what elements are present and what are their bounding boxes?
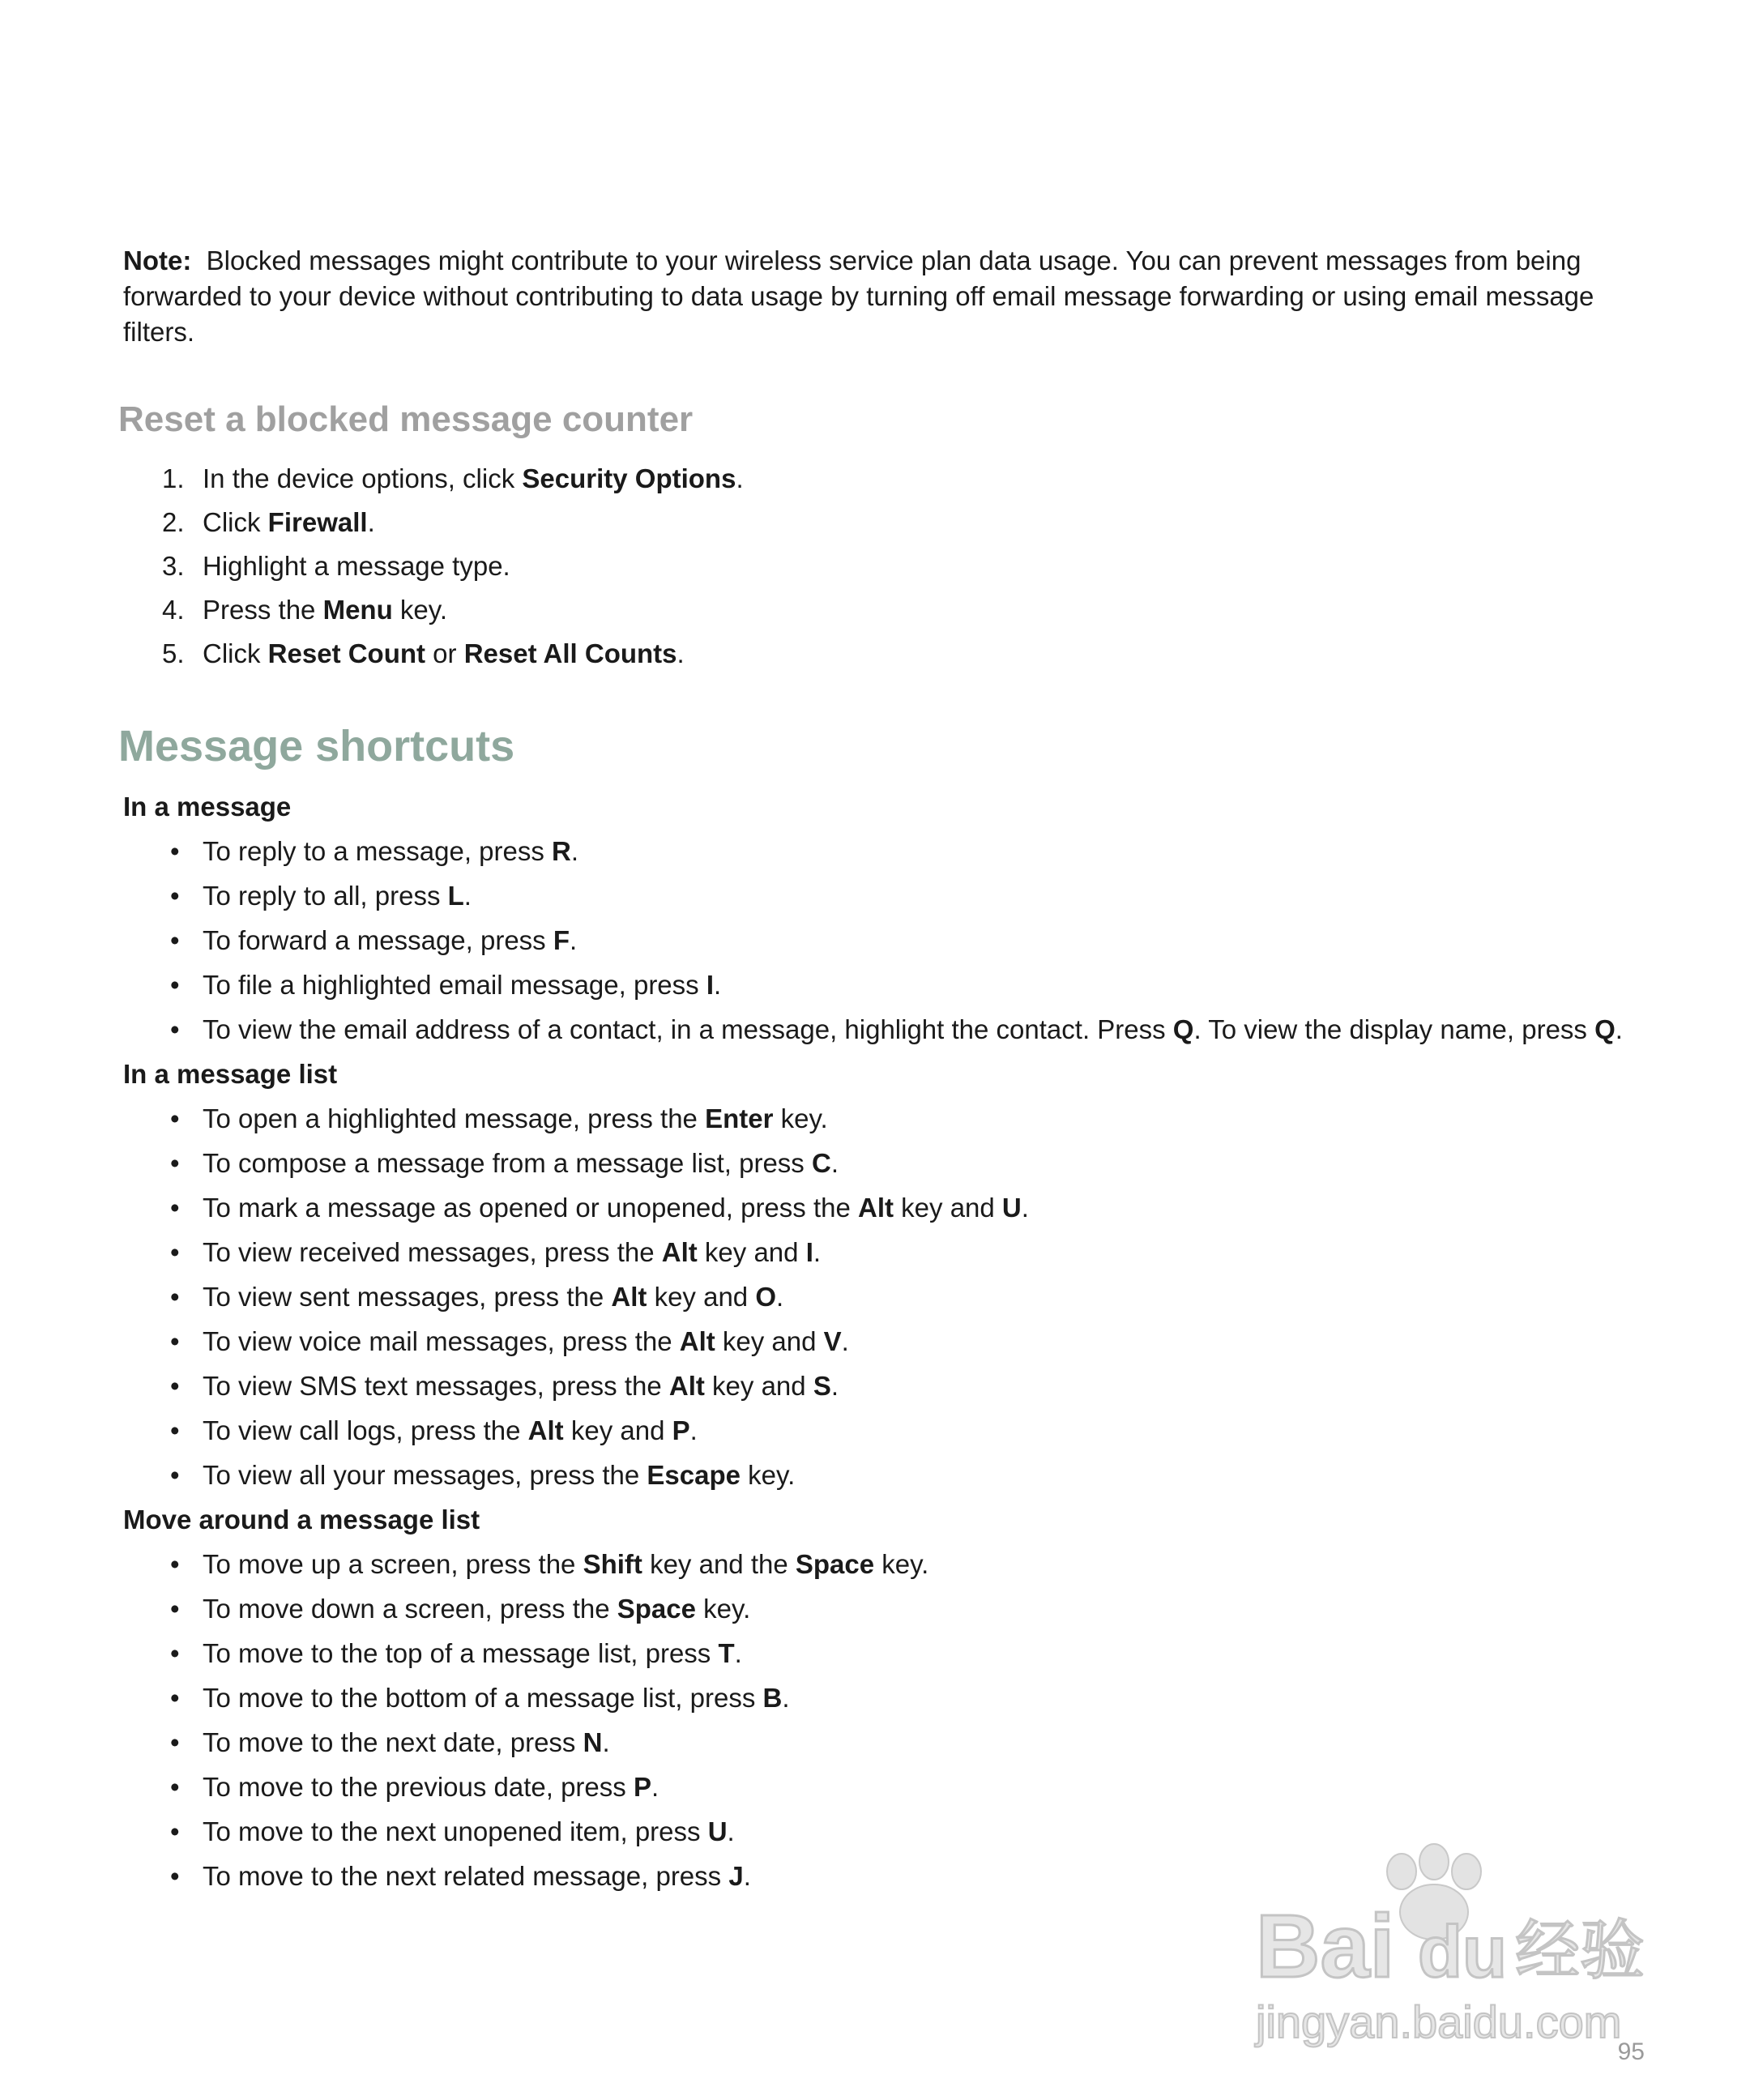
text-segment: .: [602, 1727, 610, 1757]
text-segment: .: [570, 925, 578, 955]
shortcut-list: [123, 829, 1654, 1052]
key-name: Alt: [527, 1415, 564, 1445]
text-segment: .: [830, 1371, 839, 1401]
text-segment: Highlight a message type.: [203, 551, 510, 581]
key-name: Alt: [858, 1193, 894, 1223]
key-name: N: [583, 1727, 603, 1757]
text-segment: .: [782, 1683, 790, 1713]
bullet-icon: •: [170, 1148, 180, 1178]
shortcut-item: [123, 1408, 1654, 1453]
step-number: 1.: [162, 463, 185, 493]
text-segment: To move to the next unopened item, press: [203, 1816, 708, 1846]
shortcut-item: [123, 1319, 1654, 1364]
shortcut-groups: [123, 784, 1654, 1898]
text-segment: .: [463, 881, 472, 911]
text-segment: .: [677, 638, 685, 668]
key-name: Q: [1172, 1014, 1194, 1044]
key-name: I: [805, 1237, 813, 1267]
key-name: Space: [795, 1549, 875, 1579]
text-segment: To move to the previous date, press: [203, 1772, 634, 1802]
text-segment: To file a highlighted email message, press: [203, 970, 706, 1000]
text-segment: To compose a message from a message list, press: [203, 1148, 812, 1178]
key-name: Enter: [705, 1103, 774, 1133]
watermark-url: jingyan.baidu.com: [1256, 1996, 1622, 2047]
text-segment: To reply to all, press: [203, 881, 448, 911]
text-segment: .: [743, 1861, 751, 1891]
shortcut-item: [123, 1631, 1654, 1675]
shortcut-item: [123, 962, 1654, 1007]
bullet-icon: •: [170, 881, 180, 911]
shortcut-item: [123, 1230, 1654, 1274]
text-segment: .: [813, 1237, 822, 1267]
bullet-icon: •: [170, 970, 180, 1000]
step-number: 5.: [162, 638, 185, 668]
bullet-icon: •: [170, 1638, 180, 1668]
text-segment: key and: [647, 1282, 756, 1312]
bullet-icon: •: [170, 1816, 180, 1846]
key-name: P: [672, 1415, 690, 1445]
svg-text:经验: 经验: [1515, 1913, 1645, 1988]
bullet-icon: •: [170, 1193, 180, 1223]
key-name: Firewall: [267, 507, 368, 537]
bullet-icon: •: [170, 1371, 180, 1401]
text-segment: To reply to a message, press: [203, 836, 553, 866]
bullet-icon: •: [170, 836, 180, 866]
key-name: Reset Count: [267, 638, 426, 668]
text-segment: To view SMS text messages, press the: [203, 1371, 669, 1401]
text-segment: .: [1615, 1014, 1623, 1044]
text-segment: key.: [874, 1549, 929, 1579]
step-item: [123, 457, 1654, 501]
text-segment: In the device options, click: [203, 463, 523, 493]
bullet-icon: •: [170, 1594, 180, 1624]
text-segment: .: [841, 1326, 849, 1356]
text-segment: key.: [741, 1460, 796, 1490]
key-name: Alt: [668, 1371, 705, 1401]
bullet-icon: •: [170, 1549, 180, 1579]
text-segment: To view the email address of a contact, in a message, highlight the contact. Press: [203, 1014, 1173, 1044]
key-name: P: [633, 1772, 651, 1802]
step-item: [123, 588, 1654, 632]
key-name: J: [728, 1861, 744, 1891]
key-name: U: [707, 1816, 728, 1846]
text-segment: .: [830, 1148, 839, 1178]
svg-text:du: du: [1418, 1912, 1507, 1993]
bullet-icon: •: [170, 1103, 180, 1133]
text-segment: To move up a screen, press the: [203, 1549, 583, 1579]
shortcut-item: [123, 1007, 1654, 1052]
bullet-icon: •: [170, 1014, 180, 1044]
shortcut-item: [123, 873, 1654, 918]
key-name: C: [811, 1148, 831, 1178]
shortcut-item: [123, 1274, 1654, 1319]
key-name: U: [1001, 1193, 1022, 1223]
key-name: O: [755, 1282, 776, 1312]
text-segment: .: [570, 836, 579, 866]
shortcut-item: [123, 1453, 1654, 1497]
shortcut-item: [123, 1586, 1654, 1631]
document-page: [118, 243, 1654, 1898]
key-name: L: [447, 881, 464, 911]
bullet-icon: •: [170, 1415, 180, 1445]
text-segment: key and: [704, 1371, 813, 1401]
text-segment: . To view the display name, press: [1193, 1014, 1595, 1044]
text-segment: .: [734, 1638, 742, 1668]
key-name: I: [706, 970, 714, 1000]
key-name: Shift: [583, 1549, 642, 1579]
text-segment: .: [776, 1282, 784, 1312]
key-name: T: [718, 1638, 735, 1668]
bullet-icon: •: [170, 1460, 180, 1490]
text-segment: .: [651, 1772, 659, 1802]
text-segment: To open a highlighted message, press the: [203, 1103, 706, 1133]
key-name: Menu: [322, 595, 393, 625]
text-segment: .: [689, 1415, 698, 1445]
text-segment: key and the: [642, 1549, 796, 1579]
text-segment: .: [367, 507, 375, 537]
shortcut-group-heading: Move around a message list: [123, 1505, 480, 1534]
bullet-icon: •: [170, 1326, 180, 1356]
note-paragraph: [123, 243, 1654, 350]
text-segment: To view voice mail messages, press the: [203, 1326, 680, 1356]
text-segment: Click: [203, 638, 268, 668]
text-segment: key.: [773, 1103, 828, 1133]
text-segment: key.: [696, 1594, 751, 1624]
text-segment: To move down a screen, press the: [203, 1594, 617, 1624]
shortcut-item: [123, 829, 1654, 873]
key-name: Security Options: [522, 463, 736, 493]
page-number: 95: [1617, 2038, 1645, 2065]
key-name: Reset All Counts: [463, 638, 677, 668]
text-segment: To move to the top of a message list, press: [203, 1638, 719, 1668]
bullet-icon: •: [170, 1861, 180, 1891]
bullet-icon: •: [170, 1772, 180, 1802]
text-segment: key and: [894, 1193, 1002, 1223]
shortcut-item: [123, 1185, 1654, 1230]
text-segment: key and: [697, 1237, 806, 1267]
shortcut-item: [123, 1720, 1654, 1765]
bullet-icon: •: [170, 1683, 180, 1713]
key-name: R: [552, 836, 571, 866]
step-item: [123, 544, 1654, 588]
text-segment: key and: [563, 1415, 672, 1445]
key-name: B: [762, 1683, 783, 1713]
shortcut-item: [123, 1765, 1654, 1809]
text-segment: To move to the bottom of a message list, press: [203, 1683, 763, 1713]
shortcut-item: [123, 1542, 1654, 1586]
shortcut-item: [123, 1096, 1654, 1141]
shortcut-item: [123, 918, 1654, 962]
text-segment: To view received messages, press the: [203, 1237, 662, 1267]
bullet-icon: •: [170, 925, 180, 955]
key-name: Escape: [647, 1460, 741, 1490]
text-segment: .: [727, 1816, 735, 1846]
bullet-icon: •: [170, 1282, 180, 1312]
text-segment: .: [714, 970, 722, 1000]
key-name: Alt: [661, 1237, 698, 1267]
shortcut-item: [123, 1141, 1654, 1185]
step-number: 3.: [162, 551, 185, 581]
shortcut-item: [123, 1675, 1654, 1720]
text-segment: Press the: [203, 595, 323, 625]
text-segment: key.: [392, 595, 447, 625]
reset-steps-list: [123, 457, 1654, 676]
key-name: V: [823, 1326, 842, 1356]
bullet-icon: •: [170, 1727, 180, 1757]
step-number: 4.: [162, 595, 185, 625]
note-label: Note:: [123, 245, 192, 275]
key-name: Alt: [611, 1282, 647, 1312]
shortcut-group-heading: In a message list: [123, 1059, 338, 1089]
text-segment: To move to the next related message, press: [203, 1861, 729, 1891]
text-segment: To view all your messages, press the: [203, 1460, 647, 1490]
key-name: S: [813, 1371, 831, 1401]
step-number: 2.: [162, 507, 185, 537]
svg-text:Bai: Bai: [1256, 1897, 1395, 1996]
bullet-icon: •: [170, 1237, 180, 1267]
reset-counter-heading: Reset a blocked message counter: [118, 399, 694, 439]
shortcut-group-heading: In a message: [123, 792, 292, 822]
note-text: Blocked messages might contribute to your wireless service plan data usage. You can prevent messages from being forwarded to your device without contributing to data usage by turning off email message forwarding or using email message filters.: [123, 245, 1594, 347]
step-item: [123, 632, 1654, 676]
text-segment: To view call logs, press the: [203, 1415, 528, 1445]
step-item: [123, 501, 1654, 544]
key-name: Q: [1594, 1014, 1616, 1044]
text-segment: or: [425, 638, 464, 668]
text-segment: To mark a message as opened or unopened, press the: [203, 1193, 858, 1223]
text-segment: To forward a message, press: [203, 925, 553, 955]
message-shortcuts-heading: Message shortcuts: [118, 722, 515, 770]
baidu-watermark: [1248, 1839, 1669, 2050]
shortcut-item: [123, 1364, 1654, 1408]
key-name: Alt: [679, 1326, 715, 1356]
text-segment: .: [736, 463, 744, 493]
text-segment: To view sent messages, press the: [203, 1282, 612, 1312]
text-segment: .: [1021, 1193, 1029, 1223]
shortcut-list: [123, 1096, 1654, 1497]
text-segment: To move to the next date, press: [203, 1727, 583, 1757]
key-name: Space: [617, 1594, 696, 1624]
text-segment: key and: [715, 1326, 824, 1356]
key-name: F: [553, 925, 570, 955]
text-segment: Click: [203, 507, 268, 537]
